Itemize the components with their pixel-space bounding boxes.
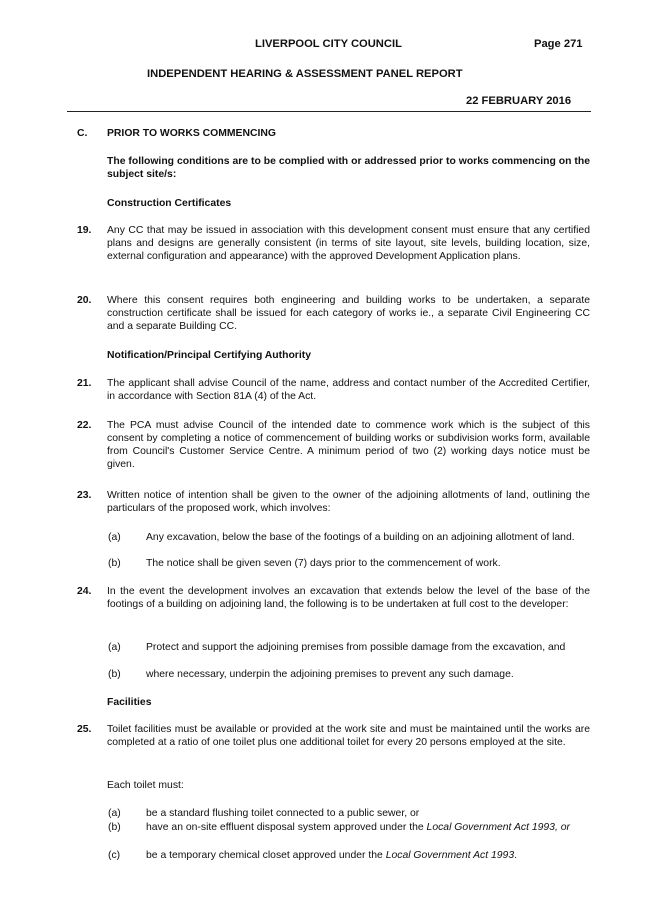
condition-25-b-text-post: , or <box>554 822 570 833</box>
section-letter: C. <box>77 128 88 139</box>
heading-construction-certificates: Construction Certificates <box>107 198 232 209</box>
condition-25-c-text-post: . <box>514 850 518 861</box>
condition-25-a-label: (a) <box>108 808 121 819</box>
condition-25-b-label: (b) <box>108 822 121 833</box>
condition-23-text: Written notice of intention shall be given to the owner of the adjoining allotments of land, outlining the particulars of the proposed work, which involves: <box>107 490 590 514</box>
condition-22-number: 22. <box>77 420 92 431</box>
condition-24-b-text: where necessary, underpin the adjoining premises to prevent any such damage. <box>146 669 514 680</box>
condition-25-number: 25. <box>77 724 92 735</box>
condition-25-c-act-title: Local Government Act 1993 <box>385 850 515 861</box>
condition-24-text: In the event the development involves an excavation that extends below the level of the base of the footings of a building on adjoining land, the following is to be undertaken at full cost to the developer: <box>107 586 590 610</box>
report-date: 22 FEBRUARY 2016 <box>466 95 572 107</box>
condition-23-number: 23. <box>77 490 92 501</box>
condition-25-b-text-pre: have an on-site effluent disposal system approved under the <box>146 822 427 833</box>
condition-25-b-act-title: Local Government Act 1993 <box>426 822 555 833</box>
condition-25-text: Toilet facilities must be available or provided at the work site and must be maintained until the works are completed at a ratio of one toilet plus one additional toilet for every 20 persons employed at the site. <box>107 724 590 748</box>
condition-20-number: 20. <box>77 295 92 306</box>
section-intro: The following conditions are to be complied with or addressed prior to works commencing on the subject site/s: <box>107 156 590 180</box>
header-rule <box>67 111 591 112</box>
condition-20-text: Where this consent requires both engineering and building works to be undertaken, a separate construction certificate shall be issued for each category of works ie., a separate Civil Engineering CC and a separate Building CC. <box>107 295 590 332</box>
condition-22-text: The PCA must advise Council of the intended date to commence work which is the subject of this consent by completing a notice of commencement of building works or subdivision works form, available from Council's Customer Service Centre. A minimum period of two (2) working days notice must be given. <box>107 420 590 470</box>
report-title: INDEPENDENT HEARING & ASSESSMENT PANEL REPORT <box>147 68 463 80</box>
condition-24-b-label: (b) <box>108 669 121 680</box>
section-title: PRIOR TO WORKS COMMENCING <box>107 128 276 139</box>
heading-facilities: Facilities <box>107 697 152 708</box>
condition-23-a-text: Any excavation, below the base of the footings of a building on an adjoining allotment of land. <box>146 532 575 543</box>
condition-23-b-text: The notice shall be given seven (7) days prior to the commencement of work. <box>146 558 501 569</box>
condition-19-number: 19. <box>77 225 92 236</box>
condition-25-c-label: (c) <box>108 850 121 861</box>
condition-21-text: The applicant shall advise Council of the name, address and contact number of the Accredited Certifier, in accordance with Section 81A (4) of the Act. <box>107 378 590 402</box>
condition-25-c-text <box>146 849 590 862</box>
condition-25-each-toilet: Each toilet must: <box>107 780 184 791</box>
condition-23-b-label: (b) <box>108 558 121 569</box>
condition-25-b-text <box>146 821 590 834</box>
condition-24-a-text: Protect and support the adjoining premises from possible damage from the excavation, and <box>146 642 566 653</box>
condition-24-a-label: (a) <box>108 642 121 653</box>
condition-25-c-text-pre: be a temporary chemical closet approved under the <box>146 850 386 861</box>
condition-23-a-label: (a) <box>108 532 121 543</box>
page-number: Page 271 <box>534 38 583 50</box>
condition-25-a-text: be a standard flushing toilet connected to a public sewer, or <box>146 808 420 819</box>
heading-notification-pca: Notification/Principal Certifying Authority <box>107 350 311 361</box>
council-name: LIVERPOOL CITY COUNCIL <box>255 38 402 50</box>
condition-19-text: Any CC that may be issued in association with this development consent must ensure that any certified plans and designs are generally consistent (in terms of site layout, site levels, building location, size, external configuration and appearance) with the approved Development Application plans. <box>107 225 590 262</box>
condition-24-number: 24. <box>77 586 92 597</box>
condition-21-number: 21. <box>77 378 92 389</box>
